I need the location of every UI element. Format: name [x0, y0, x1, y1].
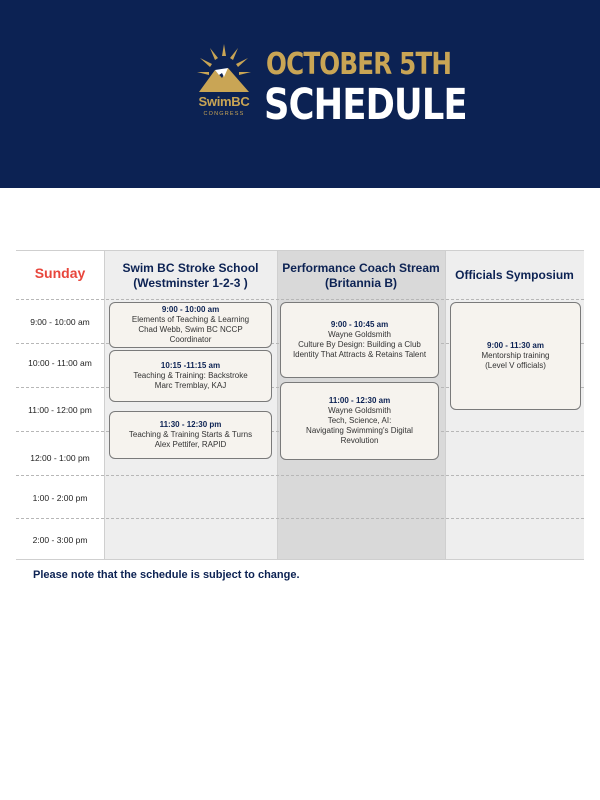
column-header-officials: [445, 268, 584, 283]
session-speaker: Wayne Goldsmith: [328, 330, 391, 339]
session-audience: (Level V officials): [485, 361, 546, 370]
session-time: 11:30 - 12:30 pm: [159, 420, 222, 429]
row-rule: [16, 518, 584, 519]
session-time: 9:00 - 10:00 am: [161, 305, 220, 314]
session-title-cont: Identity That Attracts & Retains Talent: [292, 350, 427, 359]
schedule-grid: [16, 250, 584, 560]
time-label: 12:00 - 1:00 pm: [30, 453, 90, 463]
session-speaker-role: Coordinator: [169, 335, 212, 344]
session-time: 10:15 -11:15 am: [160, 361, 221, 370]
logo-wordmark: SwimBC: [198, 94, 250, 109]
time-label: 2:00 - 3:00 pm: [32, 535, 88, 545]
time-label: 1:00 - 2:00 pm: [32, 493, 88, 503]
column-header-coach-stream: [277, 261, 445, 291]
column-header-stroke-school: [104, 261, 277, 291]
session-title: Mentorship training: [481, 351, 550, 360]
session-time: 11:00 - 12:30 am: [328, 396, 391, 405]
column-room: (Westminster 1-2-3 ): [133, 276, 248, 290]
row-rule: [16, 250, 584, 251]
time-label: 9:00 - 10:00 am: [30, 317, 90, 327]
session-time: 9:00 - 10:45 am: [330, 320, 389, 329]
session-title: Culture By Design: Building a Club: [298, 340, 421, 349]
title-date: OCTOBER 5TH: [266, 47, 452, 82]
column-title: Performance Coach Stream: [282, 261, 440, 275]
row-rule: [16, 475, 584, 476]
row-rule: [16, 559, 584, 560]
session-speaker: Alex Pettifer, RAPID: [154, 440, 227, 449]
logo-subtitle: CONGRESS: [203, 111, 245, 117]
session-title: Elements of Teaching & Learning: [131, 315, 250, 324]
session-time: 9:00 - 11:30 am: [487, 341, 544, 350]
session-title: Teaching & Training Starts & Turns: [128, 430, 253, 439]
time-label: 11:00 - 12:00 pm: [28, 405, 92, 415]
column-title: Swim BC Stroke School: [122, 261, 259, 275]
divider: [445, 250, 446, 560]
session-card[interactable]: [450, 302, 581, 410]
page-title: SCHEDULE: [264, 80, 467, 130]
session-title: Teaching & Training: Backstroke: [133, 371, 248, 380]
day-label: Sunday: [34, 265, 86, 281]
session-card[interactable]: [280, 382, 439, 460]
session-card[interactable]: [280, 302, 439, 378]
session-card[interactable]: [109, 411, 272, 459]
divider: [104, 250, 105, 560]
session-card[interactable]: [109, 302, 272, 348]
session-title-cont: Revolution: [340, 436, 379, 445]
swimbc-logo: [189, 42, 259, 126]
time-label: 10:00 - 11:00 am: [28, 358, 92, 368]
page-header: [0, 0, 600, 188]
session-title-cont: Navigating Swimming's Digital: [306, 426, 413, 435]
column-stroke-school: [104, 250, 277, 560]
column-title: Officials Symposium: [455, 268, 574, 282]
session-speaker: Chad Webb, Swim BC NCCP: [138, 325, 243, 334]
session-card[interactable]: [109, 350, 272, 402]
schedule-note: Please note that the schedule is subject to change.: [33, 569, 300, 581]
mountain-sun-icon: [195, 42, 253, 94]
row-rule: [16, 299, 584, 300]
session-title: Tech, Science, AI:: [327, 416, 392, 425]
session-speaker: Marc Tremblay, KAJ: [154, 381, 227, 390]
column-room: (Britannia B): [325, 276, 397, 290]
session-speaker: Wayne Goldsmith: [328, 406, 391, 415]
divider: [277, 250, 278, 560]
